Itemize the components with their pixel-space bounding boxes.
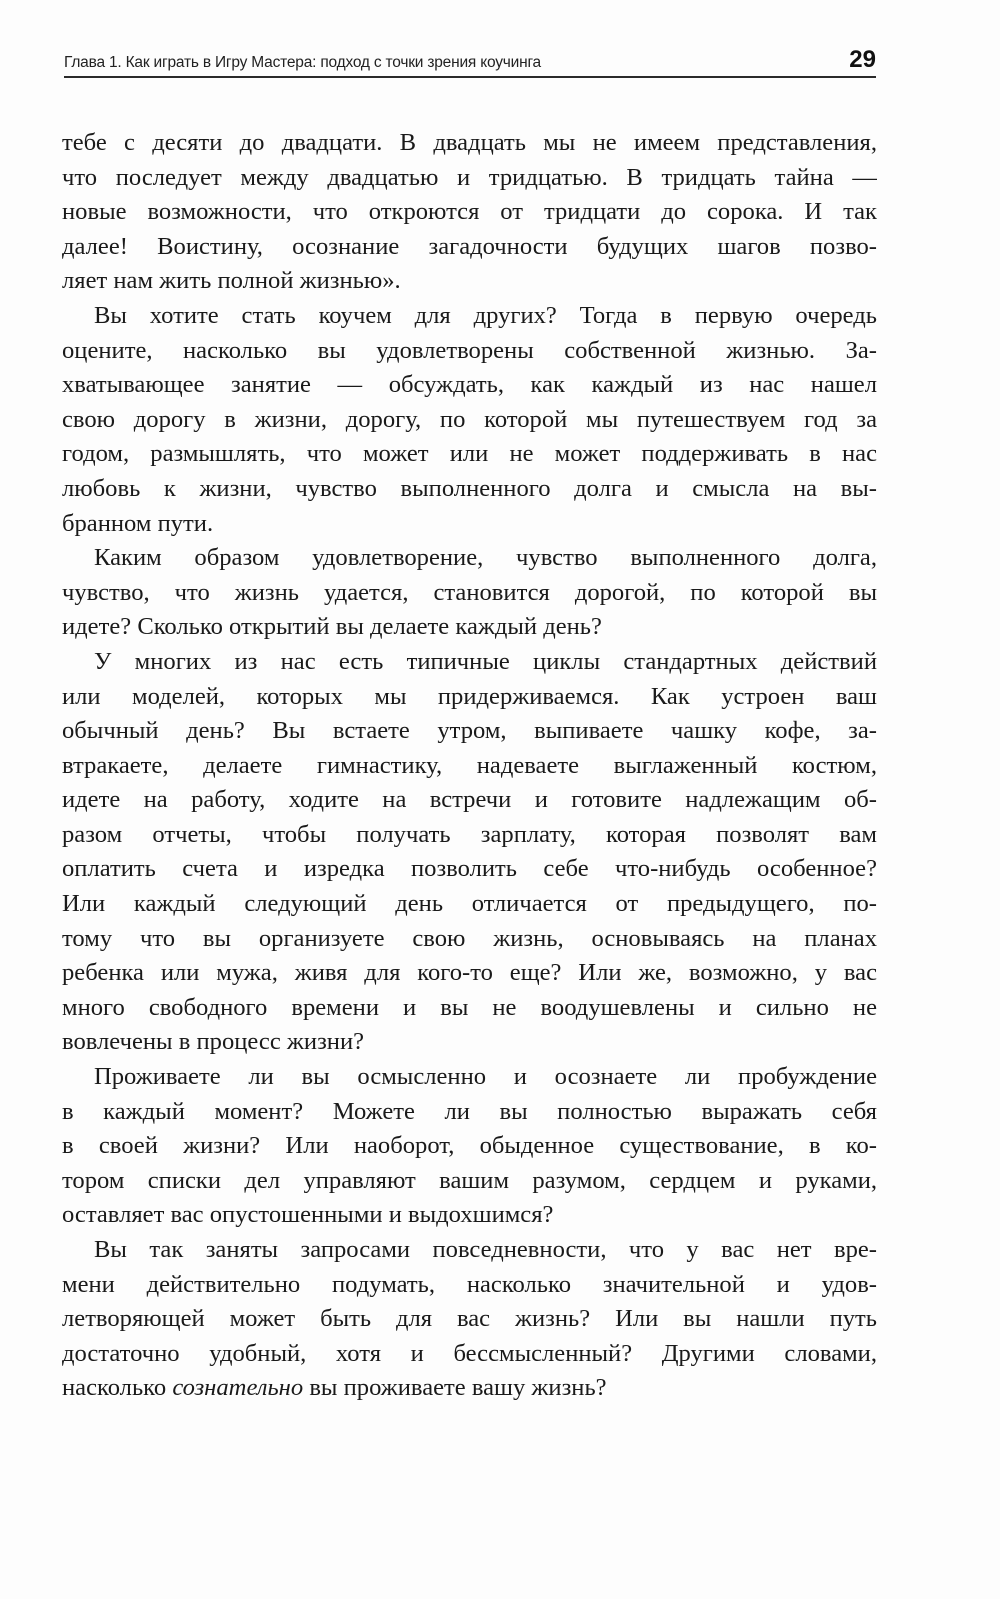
text-line: Вы хотите стать коучем для других? Тогда в первую очередь — [94, 301, 877, 329]
text-line: любовь к жизни, чувство выполненного долга и смысла на вы- — [62, 474, 877, 502]
text-line: Вы так заняты запросами повседневности, что у вас нет вре- — [94, 1236, 877, 1263]
page-number: 29 — [849, 46, 876, 73]
text-line: что последует между двадцатью и тридцатью. В тридцать тайна — — [62, 163, 877, 191]
text-line: бранном пути. — [62, 509, 214, 537]
paragraph — [62, 1233, 877, 1406]
text-line: свою дорогу в жизни, дорогу, по которой мы путешествуем год за — [62, 405, 877, 433]
text-line: ляет нам жить полной жизнью». — [62, 267, 401, 295]
text-line: разом отчеты, чтобы получать зарплату, которая позволят вам — [62, 820, 877, 848]
text-line: У многих из нас есть типичные циклы стандартных действий — [94, 647, 877, 675]
text-line: втракаете, делаете гимнастику, надеваете выглаженный костюм, — [62, 751, 877, 779]
running-title: Глава 1. Как играть в Игру Мастера: подход с точки зрения коучинга — [64, 54, 541, 71]
text-line: много свободного времени и вы не воодушевлены и сильно не — [62, 993, 877, 1021]
text-run: вы проживаете вашу жизнь? — [303, 1374, 607, 1402]
text-line: вовлечены в процесс жизни? — [62, 1028, 365, 1056]
text-line: мени действительно подумать, насколько значительной и удов- — [62, 1270, 877, 1298]
paragraph — [62, 126, 877, 299]
text-run: насколько — [62, 1374, 173, 1402]
text-line: далее! Воистину, осознание загадочности будущих шагов позво- — [62, 232, 877, 260]
text-line: чувство, что жизнь удается, становится дорогой, по которой вы — [62, 578, 877, 606]
text-line: Или каждый следующий день отличается от предыдущего, по- — [62, 890, 877, 918]
text-line-final — [62, 1371, 877, 1406]
paragraph — [62, 645, 877, 1060]
text-line: оплатить счета и изредка позволить себе что-нибудь особенное? — [62, 855, 877, 883]
text-line: обычный день? Вы встаете утром, выпиваете чашку кофе, за- — [62, 717, 877, 745]
body-text — [62, 126, 877, 1406]
text-line: Каким образом удовлетворение, чувство выполненного долга, — [94, 544, 877, 572]
emphasis-text: сознательно — [172, 1374, 304, 1402]
text-line: тором списки дел управляют вашим разумом, сердцем и руками, — [62, 1166, 877, 1194]
text-line: летворяющей может быть для вас жизнь? Или вы нашли путь — [62, 1305, 877, 1333]
running-header — [64, 44, 876, 78]
text-line: тебе с десяти до двадцати. В двадцать мы не имеем представления, — [62, 129, 877, 156]
text-line: идете? Сколько открытий вы делаете каждый день? — [62, 613, 602, 641]
text-line: идете на работу, ходите на встречи и готовите надлежащим об- — [62, 786, 877, 814]
text-line: ребенка или мужа, живя для кого-то еще? Или же, возможно, у вас — [62, 959, 877, 987]
text-line: годом, размышлять, что может или не может поддерживать в нас — [62, 440, 877, 468]
text-line: оцените, насколько вы удовлетворены собственной жизнью. За- — [62, 336, 877, 364]
paragraph — [62, 541, 877, 645]
text-line: в каждый момент? Можете ли вы полностью выражать себя — [62, 1097, 877, 1125]
paragraph — [62, 299, 877, 541]
text-line: хватывающее занятие — обсуждать, как каждый из нас нашел — [62, 371, 877, 399]
text-line: достаточно удобный, хотя и бессмысленный? Другими словами, — [62, 1339, 877, 1367]
text-line: Проживаете ли вы осмысленно и осознаете ли пробуждение — [94, 1063, 877, 1091]
paragraph — [62, 1060, 877, 1233]
text-line: или моделей, которых мы придерживаемся. Как устроен ваш — [62, 682, 877, 710]
text-line: оставляет вас опустошенными и выдохшимся? — [62, 1201, 554, 1229]
text-line: тому что вы организуете свою жизнь, основываясь на планах — [62, 924, 877, 952]
text-line: новые возможности, что откроются от тридцати до сорока. И так — [62, 198, 877, 226]
text-line: в своей жизни? Или наоборот, обыденное существование, в ко- — [62, 1132, 877, 1160]
